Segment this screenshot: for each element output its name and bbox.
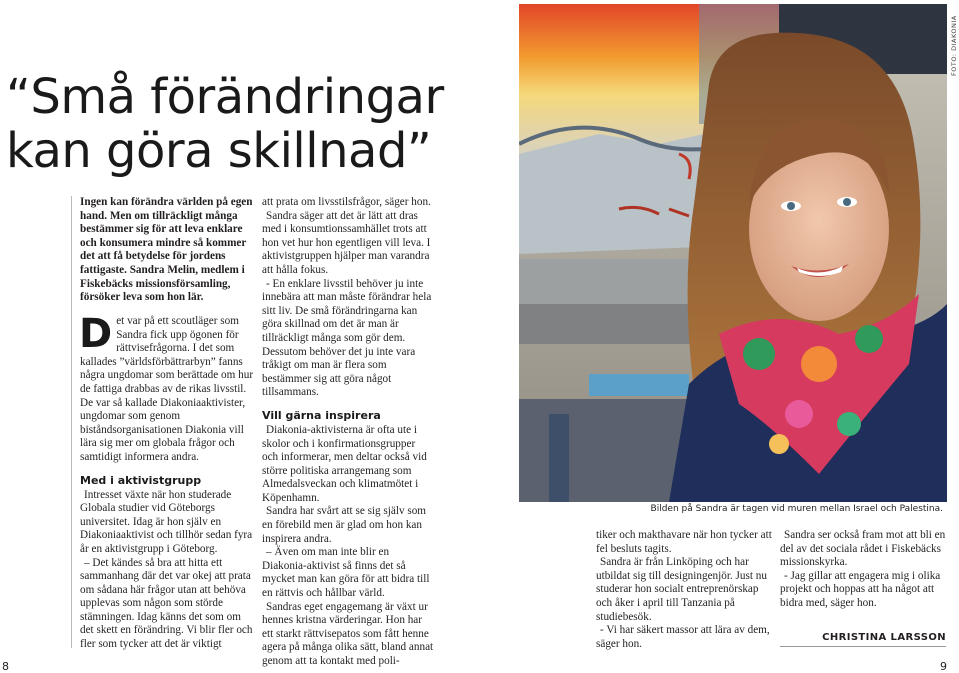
article-column-3 [596,529,772,651]
paragraph: tiker och makthavare när hon tycker att fel besluts tagits. [596,529,772,555]
drop-cap: D [79,311,113,357]
headline [6,70,476,178]
paragraph: Sandra säger att det är lätt att dras med i konsumtionssamhället trots att hon vet hur hon egentligen vill leva. I aktivistgruppen hjälper man varandra att hålla fokus. [262,209,431,276]
paragraph: att prata om livsstilsfrågor, säger hon. [262,196,431,208]
photo-caption: Bilden på Sandra är tagen vid muren mellan Israel och Palestina. [650,504,943,514]
first-paragraph [79,311,255,465]
byline-rule [780,646,946,647]
article-column-2 [262,196,434,669]
paragraph: - Jag gillar att engagera mig i olika projekt och hoppas att ha något att bidra med, säger hon. [780,569,941,609]
paragraph: Sandra ser också fram mot att bli en del av det sociala rådet i Fiskebäcks missionskyrka. [780,529,946,569]
paragraph: Sandras eget engagemang är växt ur hennes kristna värderingar. Hon har ett starkt rättvisepatos som fått henne agera på många olika sätt, bland annat genom att ta kontakt med poli- [262,600,434,667]
photo-credit: FOTO: DIAKONIA [950,15,958,76]
first-paragraph-text: et var på ett scoutläger som Sandra fick upp ögonen för rättvisefrågorna. I det som kallades ”världsförbättrarbyn” fanns några ungdomar som berättade om hur de fattiga drabbas av de rikas livsstil. De var så kallade Diakoniaaktivister, ungdomar som genom biståndsorganisationen Diakonia vill lära sig mer om globala frågor och samtidigt informera andra. [80,315,254,463]
page-number-left: 8 [2,660,9,673]
subheading-aktivistgrupp: Med i aktivistgrupp [80,473,202,487]
paragraph: - Vi har säkert massor att lära av dem, säger hon. [596,624,770,650]
page-number-right: 9 [940,660,947,673]
subheading-inspirera: Vill gärna inspirera [262,408,381,422]
portrait-photo [519,4,947,502]
author-byline: CHRISTINA LARSSON [822,632,946,643]
paragraph: – Även om man inte blir en Diakonia-aktivist så finns det så mycket man kan göra för att bidra till en rättvis och hållbar värld. [262,546,430,600]
headline-line-1: “Små förändringar [6,69,444,125]
paragraph: Sandra har svårt att se sig själv som en förebild men är glad om hon kan inspirera andra. [262,505,427,545]
photo-illustration [519,4,947,502]
article-column-1 [79,311,255,652]
intro-paragraph: Ingen kan förändra världen på egen hand. Men om tillräckligt många bestämmer sig för att leva enklare och konsumera mindre så kommer det att få betydelse för jordens fattigaste. Sandra Melin, medlem i Fiskebäcks missionsförsamling, försöker leva som hon lär. [80,196,253,304]
headline-line-2: kan göra skillnad” [6,123,432,179]
paragraph: Intresset växte när hon studerade Globala studier vid Göteborgs universitet. Idag är hon själv en Diakoniaaktivist och tillhör sedan fyra år en aktivistgrupp i Göteborg. [80,488,253,555]
article-column-4 [780,529,946,611]
column-divider [71,196,72,648]
paragraph: - En enklare livsstil behöver ju inte innebära att man måste förändrar hela sitt liv. De små förändringarna kan göra skillnad om det är man är tillräckligt många som gör dem. Dessutom behöver det ju inte vara tråkigt om man är flera som bestämmer sig att göra något tillsammans. [262,277,432,399]
paragraph: Diakonia-aktivisterna är ofta ute i skolor och i konfirmationsgrupper och informerar, men deltar också vid större politiska arrangemang som Almedalsveckan och klimatmötet i Köpenhamn. [262,423,427,504]
paragraph: Sandra är från Linköping och har utbildat sig till designingenjör. Just nu studerar hon socialt entreprenörskap och åker i april till Tanzania på studiebesök. [596,556,767,623]
paragraph: – Det kändes så bra att hitta ett sammanhang där det var okej att prata om sådana här frågor utan att behöva upplevas som någon som störde stämningen. Idag känns det som om det skett en förändring. Vi blir fler och fler som tycker att det är viktigt [80,556,253,651]
